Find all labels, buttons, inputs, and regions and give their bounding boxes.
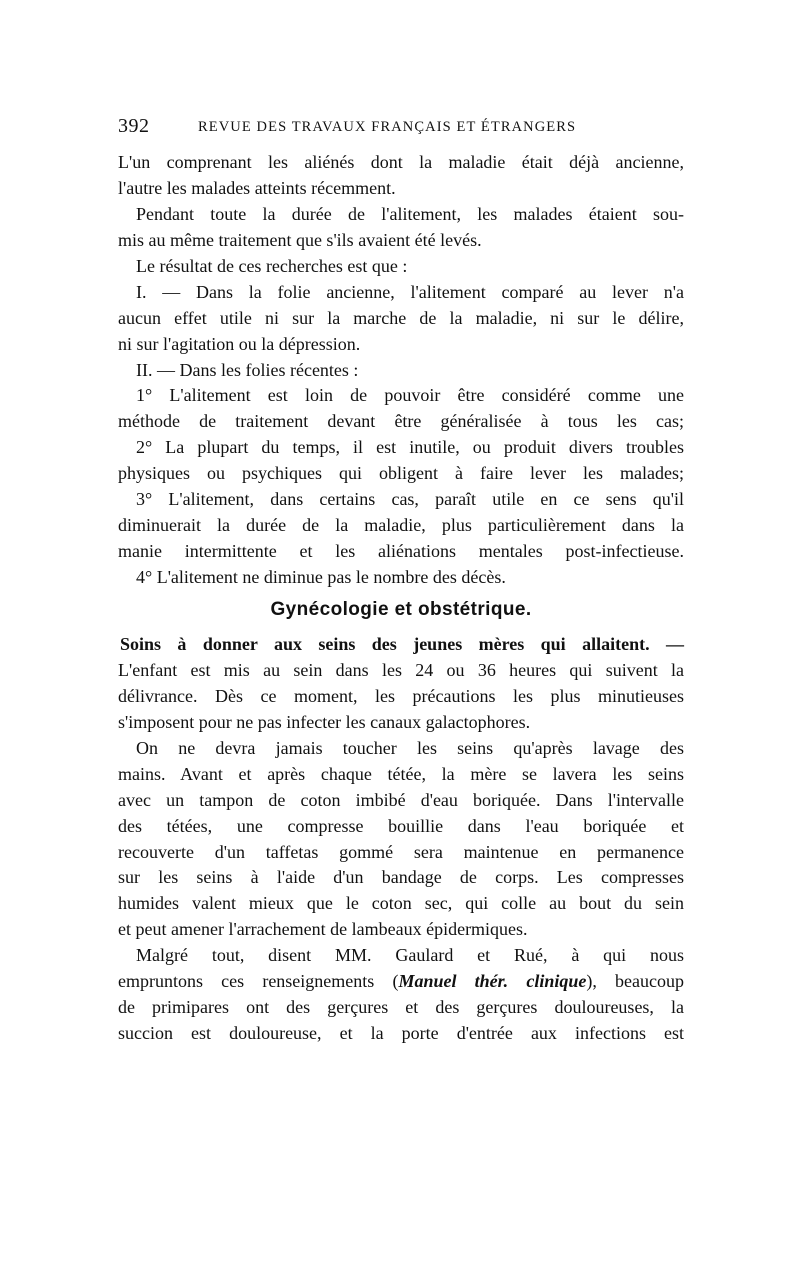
text-line: méthode de traitement devant être généralisée à tous les cas; <box>118 411 684 432</box>
citation-before: empruntons ces renseignements ( <box>118 971 399 992</box>
text-line: de primipares ont des gerçures et des gerçures douloureuses, la <box>118 997 684 1018</box>
text-line: humides valent mieux que le coton sec, qui colle au bout du sein <box>118 893 684 914</box>
text-line: I. — Dans la folie ancienne, l'alitement comparé au lever n'a <box>136 281 684 302</box>
text-line: recouverte d'un taffetas gommé sera maintenue en permanence <box>118 841 684 862</box>
citation-line <box>118 969 684 995</box>
text-line: L'un comprenant les aliénés dont la maladie était déjà ancienne, <box>118 152 684 172</box>
text-line: 1° L'alitement est loin de pouvoir être considéré comme une <box>136 385 684 406</box>
text-line: Le résultat de ces recherches est que : <box>136 255 408 276</box>
text-line: Pendant toute la durée de l'alitement, les malades étaient sou- <box>136 203 684 224</box>
text-line: L'enfant est mis au sein dans les 24 ou 36 heures qui suivent la <box>118 659 684 680</box>
citation-title: Manuel thér. clinique <box>398 971 587 992</box>
text-line: On ne devra jamais toucher les seins qu'après lavage des <box>136 737 684 758</box>
page-header <box>118 112 678 142</box>
text-line: mains. Avant et après chaque tétée, la mère se lavera les seins <box>118 763 684 784</box>
text-line: diminuerait la durée de la maladie, plus particulièrement dans la <box>118 515 684 536</box>
text-line: sur les seins à l'aide d'un bandage de corps. Les compresses <box>118 867 684 888</box>
text-line: aucun effet utile ni sur la marche de la maladie, ni sur le délire, <box>118 307 684 328</box>
article-subheading: Soins à donner aux seins des jeunes mères qui allaitent. — <box>120 634 684 654</box>
text-line: s'imposent pour ne pas infecter les canaux galactophores. <box>118 711 531 732</box>
text-line: mis au même traitement que s'ils avaient été levés. <box>118 229 482 250</box>
text-line: 4° L'alitement ne diminue pas le nombre des décès. <box>136 567 506 587</box>
text-line: II. — Dans les folies récentes : <box>136 359 359 380</box>
psychiatry-text-block <box>118 150 684 591</box>
citation-after: ), beaucoup <box>586 971 684 992</box>
text-line: des tétées, une compresse bouillie dans l'eau boriquée et <box>118 815 684 836</box>
section-heading: Gynécologie et obstétrique. <box>270 599 532 620</box>
text-line: ni sur l'agitation ou la dépression. <box>118 333 361 354</box>
text-line: 2° La plupart du temps, il est inutile, ou produit divers troubles <box>136 437 684 458</box>
text-line: l'autre les malades atteints récemment. <box>118 177 396 198</box>
text-line: Malgré tout, disent MM. Gaulard et Rué, à qui nous <box>136 945 684 966</box>
text-line: avec un tampon de coton imbibé d'eau boriquée. Dans l'intervalle <box>118 789 684 810</box>
text-line: 3° L'alitement, dans certains cas, paraît utile en ce sens qu'il <box>136 489 684 510</box>
gynecology-text-block <box>118 632 684 1047</box>
text-line: et peut amener l'arrachement de lambeaux épidermiques. <box>118 919 528 940</box>
text-line: délivrance. Dès ce moment, les précautions les plus minutieuses <box>118 685 684 706</box>
text-line: manie intermittente et les aliénations mentales post-infectieuse. <box>118 541 684 562</box>
page-number: 392 <box>118 115 150 137</box>
running-head: REVUE DES TRAVAUX FRANÇAIS ET ÉTRANGERS <box>198 119 577 135</box>
text-line: physiques ou psychiques qui obligent à faire lever les malades; <box>118 463 684 484</box>
text-line: succion est douloureuse, et la porte d'entrée aux infections est <box>118 1023 684 1044</box>
